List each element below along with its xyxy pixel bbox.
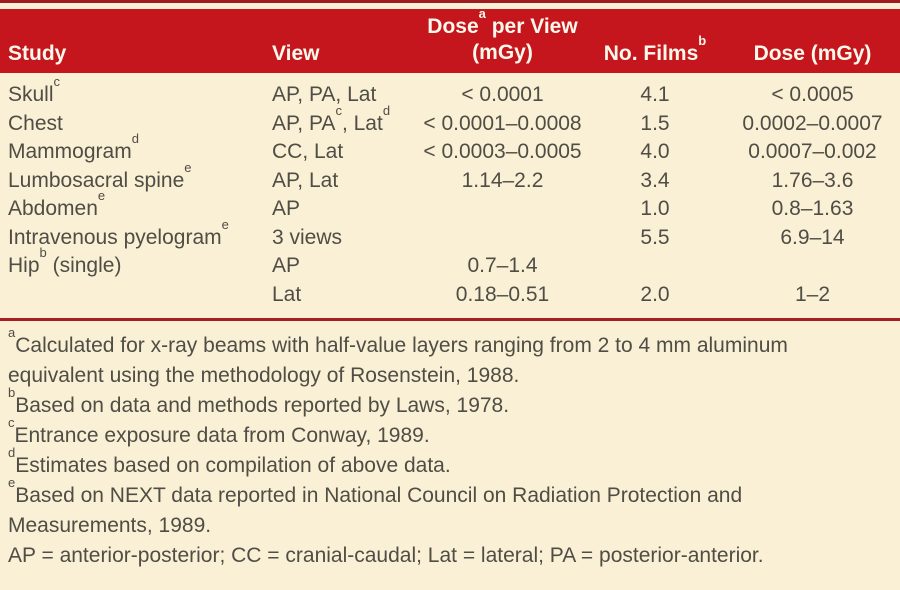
col-header-dose-per-view-line1: Dose$^a$ per View [427,6,578,38]
cell-dose: 0.8–1.63 [771,197,854,220]
top-border-line [0,0,900,3]
superscript-note-marker: d [8,445,16,460]
cell-films: 3.4 [640,168,670,192]
table-header-row [0,6,900,73]
cell-dose: 1–2 [794,282,831,306]
cell-dose-per-view [420,224,585,253]
cell-films: 1.0 [640,197,670,220]
cell-study: Skull$^c$ [8,74,61,106]
cell-study: Abdomen$^e$ [8,188,106,220]
col-header-no-films: No. Films$^b$ [603,33,707,65]
col-header-dose-mgy: Dose (mGy) [753,42,872,65]
superscript-note-marker: b [698,33,707,48]
table-row [0,216,900,253]
superscript-note-marker: c [53,74,61,89]
footnote: $^e$Based on NEXT data reported in National Council on Radiation Protection and Measurements, 1989. [8,475,743,537]
cell-dose: 1.76–3.6 [771,168,854,192]
footnote: $^d$Estimates based on compilation of above data. [8,445,451,477]
superscript-note-marker: b [39,245,47,260]
cell-study [0,281,272,310]
cell-dose-per-view: < 0.0001–0.0008 [423,111,582,135]
cell-films: 1.5 [640,111,670,135]
cell-films: 4.0 [640,140,670,163]
superscript-note-marker: c [335,102,342,118]
cell-dose: < 0.0005 [771,83,854,106]
cell-dose: 0.0002–0.0007 [742,111,883,135]
table-row [0,131,900,167]
footnotes-block [0,321,900,571]
cell-dose: 6.9–14 [780,225,845,249]
footnote: $^a$Calculated for x-ray beams with half-value layers ranging from 2 to 4 mm aluminum equivalent using the methodology of Rosenstein, 1988. [8,325,788,387]
cell-view: AP [272,254,301,277]
table-body [0,73,900,309]
cell-view: CC, Lat [272,140,344,163]
cell-view: 3 views [272,225,343,249]
table-row [0,281,900,310]
superscript-note-marker: b [8,385,16,400]
superscript-note-marker: a [8,325,16,340]
cell-films: 2.0 [640,282,670,306]
superscript-note-marker: a [478,6,486,21]
table-row [0,159,900,196]
superscript-note-marker: e [8,475,16,490]
col-header-dose-per-view-line2: (mGy) [472,41,533,64]
superscript-note-marker: e [184,159,192,175]
cell-films: 4.1 [640,83,670,106]
cell-films [585,252,725,281]
cell-dose-per-view: < 0.0001 [461,83,544,106]
superscript-note-marker: d [131,131,139,146]
cell-dose-per-view: 0.18–0.51 [455,282,550,306]
col-header-view: View [272,42,320,65]
table-row [0,188,900,224]
col-header-dose-per-view [420,6,585,66]
superscript-note-marker: c [8,415,15,430]
cell-dose-per-view: 0.7–1.4 [467,254,538,277]
cell-view: AP, Lat [272,168,339,192]
footnote: $^b$Based on data and methods reported by Laws, 1978. [8,385,510,417]
footnote: $^c$Entrance exposure data from Conway, 1989. [8,415,430,447]
superscript-note-marker: e [221,216,229,232]
cell-dose-per-view: < 0.0003–0.0005 [423,140,582,163]
cell-films: 5.5 [640,225,670,249]
cell-dose-per-view [420,195,585,224]
cell-view: Lat [272,282,302,306]
col-header-study: Study [8,42,67,65]
superscript-note-marker: e [97,188,106,203]
cell-study: Lumbosacral spine$^e$ [8,159,192,192]
table-row [0,74,900,110]
table-row [0,245,900,281]
cell-dose-per-view: 1.14–2.2 [461,168,544,192]
cell-view: AP, $PA^c$, Lat$^d$ [272,102,391,135]
cell-study: Chest [8,111,63,135]
cell-view: AP [272,197,301,220]
cell-study: Hip$^b$ (single) [8,245,122,277]
cell-dose: 0.0007–0.002 [748,140,877,163]
footnote: AP = anterior-posterior; CC = cranial-caudal; Lat = lateral; PA = posterior-anterior. [8,544,764,567]
cell-dose [725,252,900,281]
cell-view: AP, PA, Lat [272,83,377,106]
superscript-note-marker: d [382,102,391,118]
cell-study: Mammogram$^d$ [8,131,139,163]
cell-study: Intravenous pyelogram$^e$ [8,216,229,249]
